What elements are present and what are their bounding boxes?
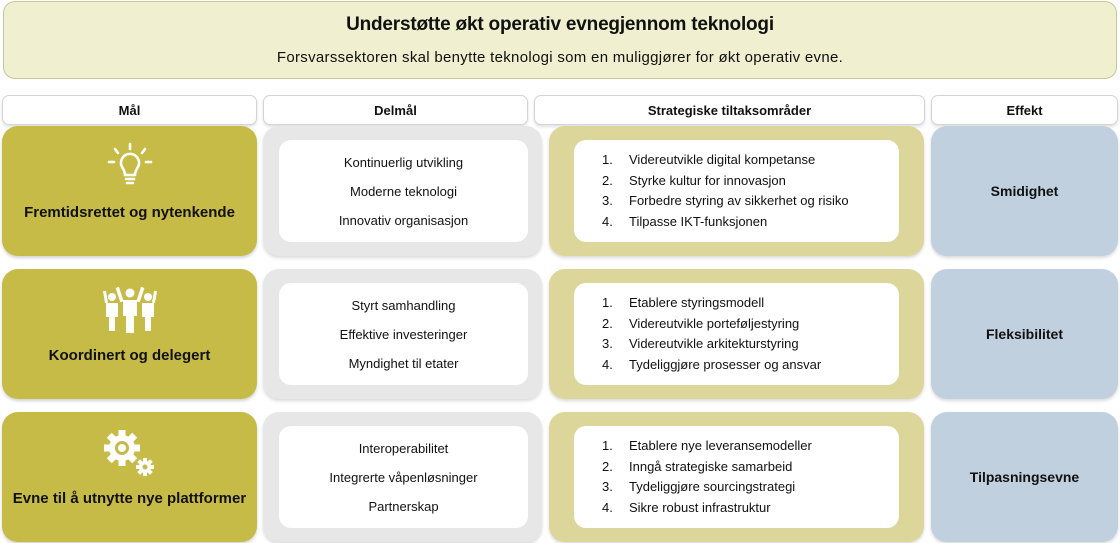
header-goal: Mål [2, 95, 257, 125]
item-text: Styrke kultur for innovasjon [629, 172, 786, 188]
sub-goals-list [279, 140, 528, 242]
strategic-item [602, 334, 899, 355]
item-number: 1. [602, 152, 613, 167]
sub-goals-list [279, 283, 528, 385]
strategic-item [602, 457, 899, 478]
item-text: Videreutvikle porteføljestyring [629, 315, 800, 331]
page-subtitle: Forsvarssektoren skal benytte teknologi som en muliggjører for økt operativ evne. [276, 49, 844, 66]
strategic-areas-card [549, 126, 924, 256]
header-sub-goals: Delmål [263, 95, 528, 125]
gears-icon [2, 426, 257, 478]
page-title: Understøtte økt operativ evnegjennom teknologi [346, 14, 774, 35]
lightbulb-icon [2, 140, 257, 192]
item-number: 4. [602, 213, 613, 229]
strategic-areas-list [574, 426, 899, 528]
strategic-item [602, 171, 899, 192]
strategic-item [602, 212, 899, 233]
sub-goal-item: Partnerskap [368, 498, 439, 514]
item-number: 3. [602, 336, 613, 351]
item-text: Forbedre styring av sikkerhet og risiko [629, 193, 849, 208]
strategic-item [602, 436, 899, 457]
people-group-icon [2, 283, 257, 335]
goal-label: Evne til å utnytte nye plattformer [12, 490, 247, 507]
sub-goals-card [263, 269, 542, 399]
item-text: Sikre robust infrastruktur [629, 499, 771, 515]
item-text: Tydeliggjøre sourcingstrategi [629, 479, 796, 494]
sub-goal-item: Styrt samhandling [351, 297, 456, 313]
item-number: 3. [602, 479, 613, 494]
sub-goal-item: Interoperabilitet [358, 440, 449, 456]
goal-card-future [2, 126, 257, 256]
item-text: Tilpasse IKT-funksjonen [629, 213, 768, 229]
strategic-item [602, 314, 899, 335]
goal-card-platforms [2, 412, 257, 542]
effect-card: Tilpasningsevne [931, 412, 1118, 542]
item-number: 1. [602, 438, 613, 453]
sub-goals-card [263, 412, 542, 542]
strategic-item [602, 293, 899, 314]
item-number: 4. [602, 499, 613, 515]
strategic-areas-list [574, 283, 899, 385]
header-strategic-areas: Strategiske tiltaksområder [534, 95, 925, 125]
goal-card-coordinated [2, 269, 257, 399]
sub-goal-item: Myndighet til etater [348, 355, 459, 371]
sub-goals-list [279, 426, 528, 528]
item-number: 1. [602, 295, 613, 310]
item-text: Videreutvikle arkitekturstyring [629, 336, 799, 351]
effect-card: Fleksibilitet [931, 269, 1118, 399]
item-number: 2. [602, 458, 613, 474]
item-text: Tydeliggjøre prosesser og ansvar [629, 356, 822, 372]
header-effect: Effekt [931, 95, 1118, 125]
item-number: 3. [602, 193, 613, 208]
item-number: 2. [602, 172, 613, 188]
sub-goal-item: Innovativ organisasjon [338, 212, 469, 228]
goal-label: Koordinert og delegert [48, 347, 211, 364]
goal-label: Fremtidsrettet og nytenkende [24, 204, 235, 221]
strategic-areas-card [549, 412, 924, 542]
strategic-item [602, 191, 899, 212]
sub-goals-card [263, 126, 542, 256]
strategic-item [602, 150, 899, 171]
sub-goal-item: Kontinuerlig utvikling [343, 154, 464, 170]
strategic-item [602, 355, 899, 376]
sub-goal-item: Integrerte våpenløsninger [329, 469, 478, 485]
sub-goal-item: Moderne teknologi [350, 183, 457, 199]
item-text: Videreutvikle digital kompetanse [629, 152, 816, 167]
item-number: 4. [602, 356, 613, 372]
item-number: 2. [602, 315, 613, 331]
title-banner [3, 1, 1117, 79]
item-text: Etablere styringsmodell [629, 295, 765, 310]
effect-card: Smidighet [931, 126, 1118, 256]
strategic-areas-list [574, 140, 899, 242]
strategic-areas-card [549, 269, 924, 399]
item-text: Etablere nye leveransemodeller [629, 438, 812, 453]
item-text: Inngå strategiske samarbeid [629, 458, 793, 474]
sub-goal-item: Effektive investeringer [339, 326, 468, 342]
strategic-item [602, 477, 899, 498]
strategic-item [602, 498, 899, 519]
